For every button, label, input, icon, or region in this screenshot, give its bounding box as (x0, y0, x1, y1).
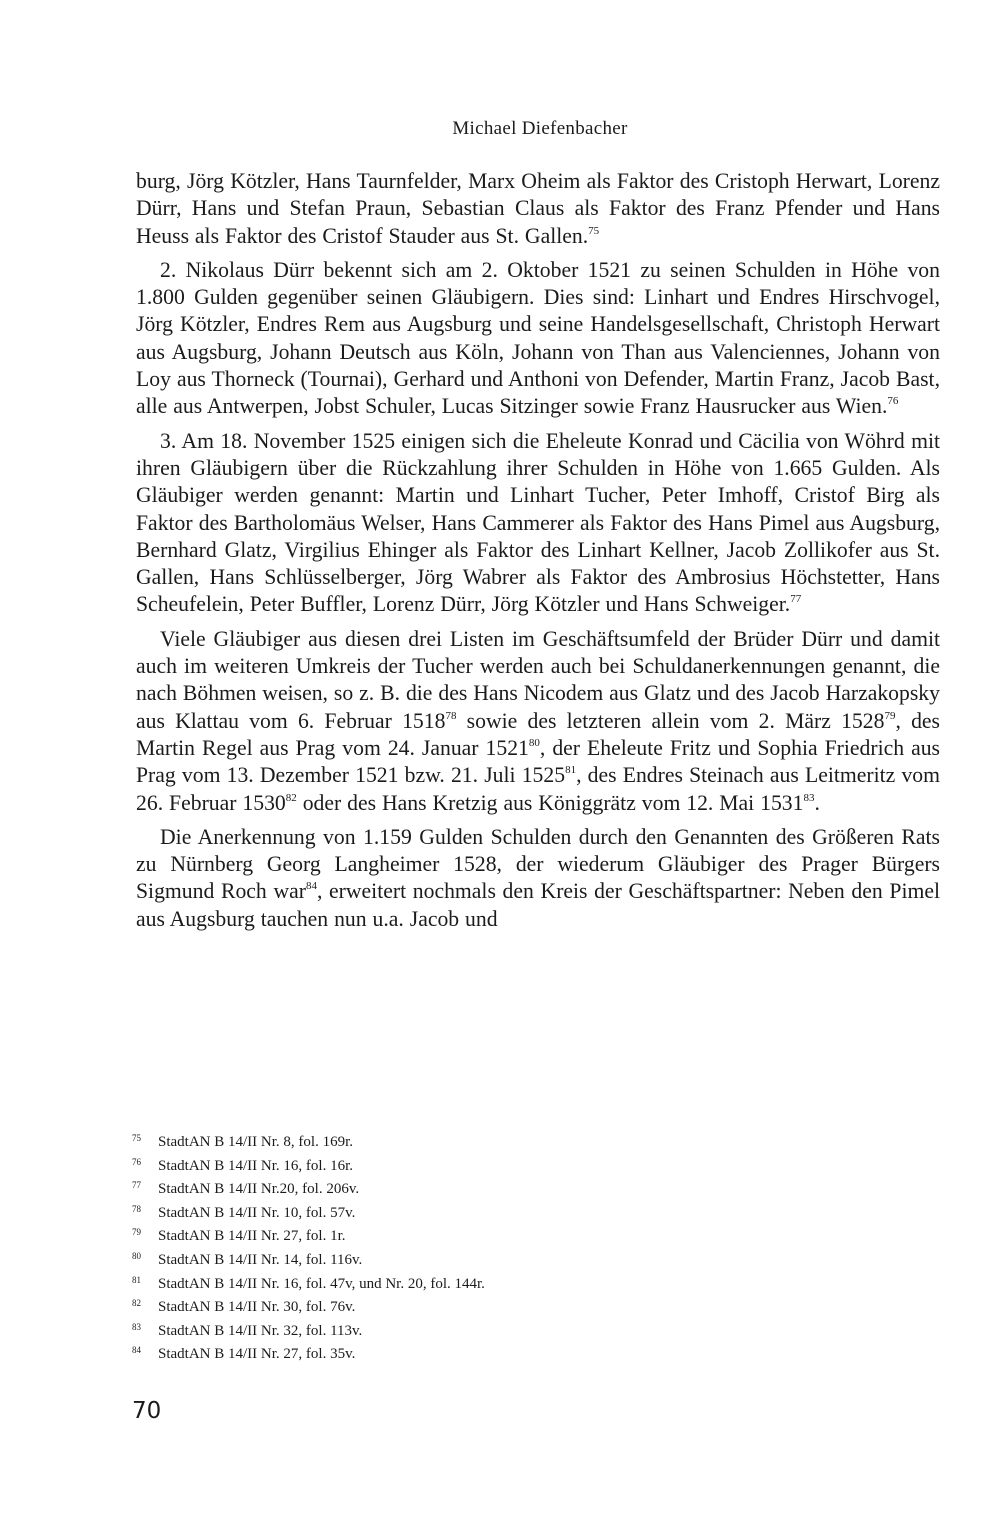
footnote-number: 78 (132, 1203, 141, 1214)
footnote (132, 1155, 832, 1179)
paragraph (136, 626, 940, 817)
paragraph-text: , des Martin Regel aus Prag vom 24. Januar 1521 (136, 708, 940, 760)
paragraph-text: 3. Am 18. November 1525 einigen sich die Eheleute Konrad und Cäcilia von Wöhrd mit ihren Gläubigern über die Rückzahlung ihrer Schulden in Höhe von 1.665 Gulden. Als Gläubiger werden genannt: Martin und Linhart Tucher, Peter Imhoff, Cristof Birg als Faktor des Bartholomäus Welser, Hans Cammerer als Faktor des Hans Pimel aus Augsburg, Bernhard Glatz, Virgilius Ehinger als Faktor des Linhart Kellner, Jacob Zollikofer aus St. Gallen, Hans Schlüsselberger, Jörg Wabrer als Faktor des Ambrosius Höchstetter, Hans Scheufelein, Peter Buffler, Lorenz Dürr, Jörg Kötzler und Hans Schweiger. (136, 428, 940, 617)
paragraph-text: 2. Nikolaus Dürr bekennt sich am 2. Oktober 1521 zu seinen Schulden in Höhe von 1.800 Gulden gegenüber seinen Gläubigern. Dies sind: Linhart und Endres Hirschvogel, Jörg Kötzler, Endres Rem aus Augsburg und seine Handelsgesellschaft, Christoph Herwart aus Augsburg, Johann Deutsch aus Köln, Johann von Than aus Valenciennes, Johann von Loy aus Thorneck (Tournai), Gerhard und Anthoni von Defender, Martin Franz, Jacob Bast, alle aus Antwerpen, Jobst Schuler, Lucas Sitzinger sowie Franz Hausrucker aus Wien. (136, 257, 940, 419)
paragraph-text: , des Endres Steinach aus Leitmeritz vom 26. Februar 1530 (136, 763, 940, 815)
footnote-reference[interactable]: 77 (790, 593, 802, 606)
footnote-number: 81 (132, 1274, 141, 1285)
footnote-number: 80 (132, 1250, 141, 1261)
paragraph (136, 824, 940, 933)
footnote (132, 1225, 832, 1249)
footnote-reference[interactable]: 76 (887, 395, 899, 408)
footnote-reference[interactable]: 82 (285, 791, 297, 804)
footnote-reference[interactable]: 81 (565, 764, 577, 777)
footnote-text: StadtAN B 14/II Nr. 10, fol. 57v. (158, 1204, 356, 1221)
paragraph (136, 168, 940, 250)
paragraph-text: Viele Gläubiger aus diesen drei Listen im Geschäftsumfeld der Brüder Dürr und damit auch im weiteren Umkreis der Tucher werden auch bei Schuldanerkennungen genannt, die nach Böhmen weisen, so z. B. die des Hans Nicodem aus Glatz und des Jacob Harzakopsky aus Klattau vom 6. Februar 1518 (136, 626, 940, 733)
footnote (132, 1202, 832, 1226)
footnote-text: StadtAN B 14/II Nr. 16, fol. 47v, und Nr. 20, fol. 144r. (158, 1275, 485, 1292)
running-head-author: Michael Diefenbacher (452, 118, 628, 139)
footnote (132, 1131, 832, 1155)
paragraph (136, 428, 940, 619)
footnote-text: StadtAN B 14/II Nr. 32, fol. 113v. (158, 1322, 363, 1339)
footnote-number: 84 (132, 1345, 141, 1356)
paragraph-text: sowie des letzteren allein vom 2. März 1528 (456, 708, 885, 733)
footnote (132, 1178, 832, 1202)
footnote-reference[interactable]: 79 (884, 709, 896, 722)
paragraph-text: , der Eheleute Fritz und Sophia Friedrich aus Prag vom 13. Dezember 1521 bzw. 21. Juli 1525 (136, 735, 941, 788)
footnote-number: 75 (132, 1133, 141, 1143)
footnote-text: StadtAN B 14/II Nr. 16, fol. 16r. (158, 1157, 353, 1174)
main-text (136, 168, 940, 940)
footnote-reference[interactable]: 78 (445, 709, 457, 722)
paragraph-text: burg, Jörg Kötzler, Hans Taurnfelder, Marx Oheim als Faktor des Cristoph Herwart, Lorenz Dürr, Hans und Stefan Praun, Sebastian Claus als Faktor des Franz Pfender und Hans Heuss als Faktor des Cristof Stauder aus St. Gallen. (136, 169, 940, 248)
footnote (132, 1249, 832, 1273)
footnote (132, 1343, 832, 1367)
footnote-number: 82 (132, 1298, 141, 1309)
paragraph-text: , erweitert nochmals den Kreis der Geschäftspartner: Neben den Pimel aus Augsburg tauchen nun u.a. Jacob und (136, 879, 940, 931)
footnote-reference[interactable]: 84 (305, 880, 317, 893)
paragraph-text: oder des Hans Kretzig aus Königgrätz vom 12. Mai 1531 (296, 790, 804, 815)
footnote-text: StadtAN B 14/II Nr. 27, fol. 35v. (158, 1346, 356, 1363)
footnote-number: 83 (132, 1321, 141, 1332)
footnote-reference[interactable]: 75 (588, 224, 600, 237)
footnote-reference[interactable]: 83 (803, 791, 815, 804)
footnote (132, 1273, 832, 1297)
footnote-text: StadtAN B 14/II Nr. 27, fol. 1r. (158, 1228, 346, 1245)
page-number: 70 (132, 1398, 162, 1424)
footnote-text: StadtAN B 14/II Nr.20, fol. 206v. (158, 1181, 360, 1198)
footnote-number: 77 (132, 1180, 141, 1191)
paragraph-text: Die Anerkennung von 1.159 Gulden Schulden durch den Genannten des Größeren Rats zu Nürnberg Georg Langheimer 1528, der wiederum Gläubiger des Prager Bürgers Sigmund Roch war (136, 824, 940, 904)
footnote-number: 79 (132, 1227, 141, 1238)
paragraph (136, 257, 940, 421)
paragraph-text: . (814, 790, 820, 815)
footnote-reference[interactable]: 80 (528, 736, 540, 749)
footnote-text: StadtAN B 14/II Nr. 8, fol. 169r. (158, 1134, 353, 1150)
footnote-number: 76 (132, 1156, 141, 1167)
footnotes (132, 1131, 832, 1367)
footnote-text: StadtAN B 14/II Nr. 14, fol. 116v. (158, 1251, 363, 1268)
footnote-text: StadtAN B 14/II Nr. 30, fol. 76v. (158, 1299, 356, 1316)
footnote (132, 1296, 832, 1320)
footnote (132, 1320, 832, 1344)
